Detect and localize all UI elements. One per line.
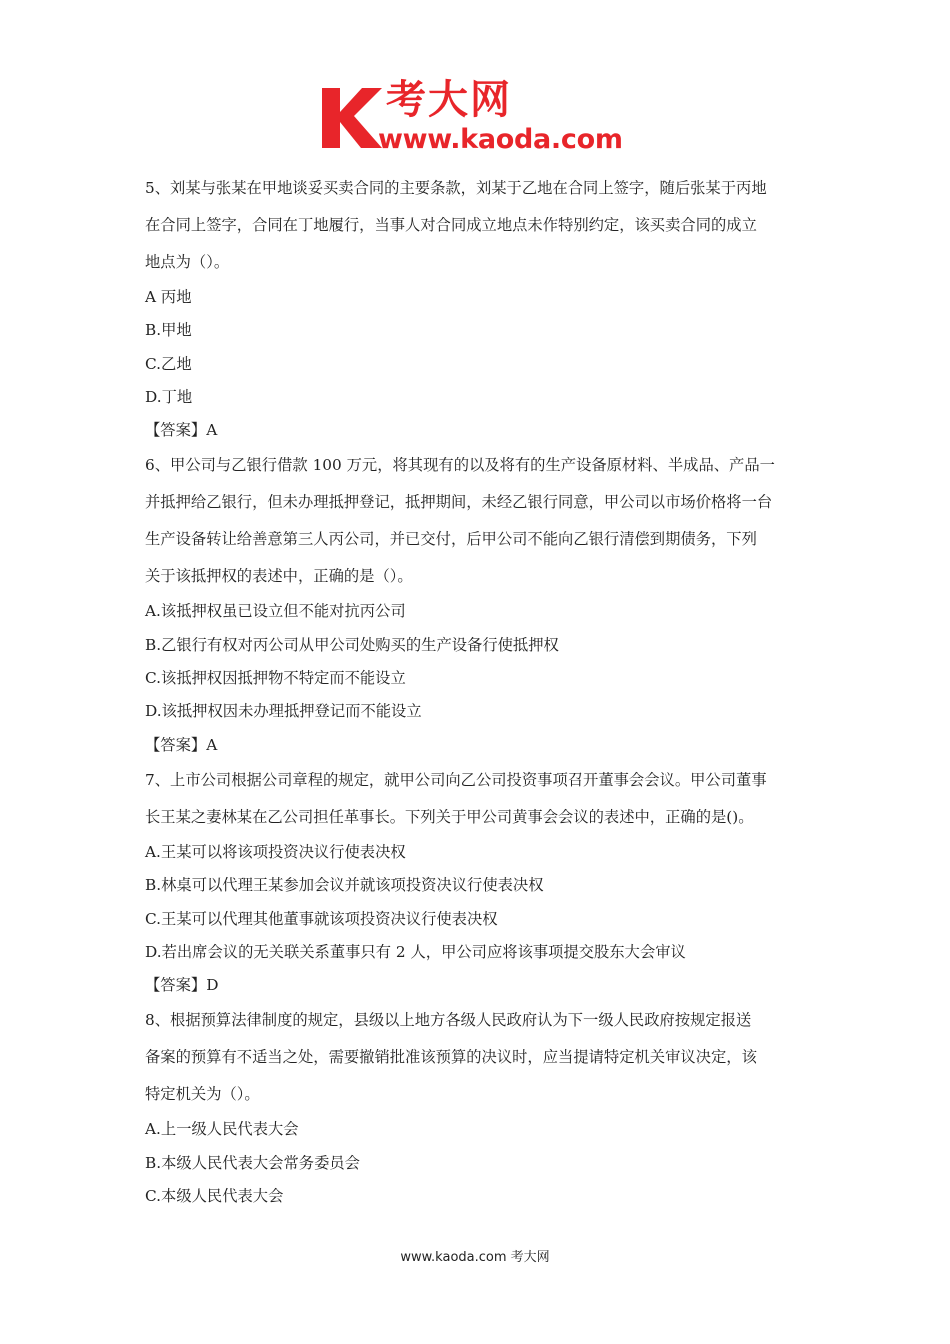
option-d: D.该抵押权因未办理抵押登记而不能设立 <box>145 702 422 721</box>
answer-line: 【答案】A <box>145 421 218 440</box>
question-list <box>145 170 815 1213</box>
option-a: A.上一级人民代表大会 <box>145 1120 299 1139</box>
option-c: C.本级人民代表大会 <box>145 1187 284 1206</box>
option-b: B.乙银行有权对丙公司从甲公司处购买的生产设备行使抵押权 <box>145 635 559 654</box>
option-a: A.该抵押权虽已设立但不能对抗丙公司 <box>145 602 406 621</box>
option-b: B.甲地 <box>145 321 192 340</box>
answer-line: 【答案】A <box>145 735 218 754</box>
question-stem-line: 8、根据预算法律制度的规定，县级以上地方各级人民政府认为下一级人民政府按规定报送 <box>145 1011 752 1030</box>
question-stem-line: 备案的预算有不适当之处，需要撤销批准该预算的决议时，应当提请特定机关审议决定，该 <box>145 1048 757 1067</box>
option-d: D.丁地 <box>145 387 193 406</box>
option-b: B.林桌可以代理王某参加会议并就该项投资决议行使表决权 <box>145 876 544 895</box>
logo-k-icon <box>318 82 386 152</box>
option-c: C.该抵押权因抵押物不特定而不能设立 <box>145 669 406 688</box>
question-stem-line: 地点为（）。 <box>145 253 230 271</box>
question-stem-line: 6、甲公司与乙银行借款 100 万元，将其现有的以及将有的生产设备原材料、半成品、产品一 <box>145 456 775 475</box>
question-6 <box>145 447 815 761</box>
question-7 <box>145 762 815 1002</box>
option-b: B.本级人民代表大会常务委员会 <box>145 1153 360 1172</box>
page-footer: www.kaoda.com 考大网 <box>400 1250 550 1265</box>
question-stem-line: 5、刘某与张某在甲地谈妥买卖合同的主要条款，刘某于乙地在合同上签字，随后张某于丙地 <box>145 179 767 197</box>
option-c: C.王某可以代理其他董事就该项投资决议行使表决权 <box>145 909 498 928</box>
question-stem-line: 并抵押给乙银行，但未办理抵押登记，抵押期间，未经乙银行同意，甲公司以市场价格将一台 <box>145 493 773 512</box>
question-stem-line: 特定机关为（）。 <box>145 1085 260 1104</box>
option-c: C.乙地 <box>145 354 192 373</box>
question-stem-line: 关于该抵押权的表述中，正确的是（）。 <box>145 567 413 586</box>
logo-brand-cn: 考大网 <box>386 77 512 123</box>
option-a: A.王某可以将该项投资决议行使表决权 <box>145 842 406 861</box>
question-stem-line: 7、上市公司根据公司章程的规定，就甲公司向乙公司投资事项召开董事会会议。甲公司董事 <box>145 770 767 789</box>
question-stem-line: 在合同上签字，合同在丁地履行，当事人对合同成立地点未作特别约定，该买卖合同的成立 <box>145 216 757 234</box>
question-stem-line: 生产设备转让给善意第三人丙公司，并已交付，后甲公司不能向乙银行清偿到期债务，下列 <box>145 530 757 549</box>
option-d: D.若出席会议的无关联关系董事只有 2 人，甲公司应将该事项提交股东大会审议 <box>145 942 686 961</box>
question-stem-line: 长王某之妻林某在乙公司担任革事长。下列关于甲公司黄事会会议的表述中，正确的是()。 <box>145 807 754 826</box>
answer-line: 【答案】D <box>145 976 219 995</box>
question-5 <box>145 170 815 447</box>
site-logo <box>318 78 638 158</box>
option-a: A 丙地 <box>145 288 192 306</box>
question-8 <box>145 1002 815 1213</box>
logo-brand-url: www.kaoda.com <box>378 124 623 155</box>
